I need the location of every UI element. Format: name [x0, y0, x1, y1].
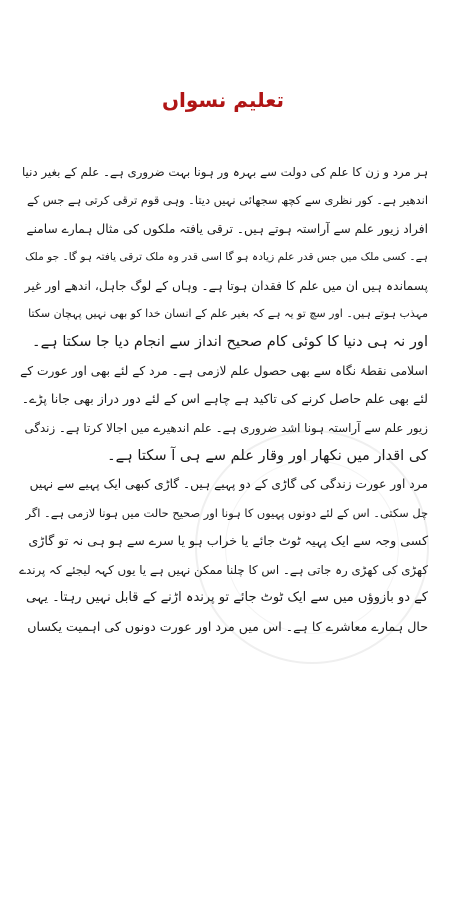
text-line: اور نہ ہی دنیا کا کوئی کام صحیح انداز سے انجام دیا جا سکتا ہے۔ — [32, 333, 428, 351]
text-line: لئے بھی علم حاصل کرنے کی تاکید ہے چاہے اس کے لئے دور دراز بھی جانا پڑے۔ — [21, 391, 428, 407]
text-line: چل سکتی۔ اس کے لئے دونوں پہیوں کا ہونا اور صحیح حالت میں ہونا لازمی ہے۔ اگر — [25, 505, 428, 520]
paragraph-2 — [18, 357, 428, 471]
text-line: کے دو بازوؤں میں سے ایک ٹوٹ جائے تو پرندہ اڑنے کے قابل نہیں رہتا۔ یہی — [25, 590, 428, 606]
text-line: اندھیر ہے۔ کور نظری سے کچھ سجھائی نہیں دیتا۔ وہی قوم ترقی کرتی ہے جس کے — [27, 193, 428, 208]
text-line: ہر مرد و زن کا علم کی دولت سے بہرہ ور ہونا بہت ضروری ہے۔ علم کے بغیر دنیا — [21, 165, 428, 179]
text-line: کھڑی کی کھڑی رہ جاتی ہے۔ اس کا چلنا ممکن نہیں ہے یا یوں کہہ لیجئے کہ پرندے — [19, 562, 428, 577]
text-line: اسلامی نقطۂ نگاہ سے بھی حصول علم لازمی ہے۔ مرد کے لئے بھی اور عورت کے — [20, 363, 428, 378]
text-line: مرد اور عورت زندگی کی گاڑی کے دو پہیے ہیں۔ گاڑی کبھی ایک پہیے سے نہیں — [29, 477, 428, 492]
page-title: تعلیم نسواں — [161, 88, 285, 112]
text-line: افراد زیور علم سے آراستہ ہوتے ہیں۔ ترقی یافتہ ملکوں کی مثال ہمارے سامنے — [26, 221, 428, 236]
text-line: پسماندہ ہیں ان میں علم کا فقدان ہوتا ہے۔ وہاں کے لوگ جاہل، اندھے اور غیر — [24, 278, 428, 293]
text-line: زیور علم سے آراستہ ہونا اشد ضروری ہے۔ علم اندھیرے میں اجالا کرتا ہے۔ زندگی — [24, 420, 428, 435]
text-line: کی اقدار میں نکھار اور وقار علم سے ہی آ سکتا ہے۔ — [107, 447, 428, 465]
paragraph-1 — [18, 158, 428, 357]
text-line: ہے۔ کسی ملک میں جس قدر علم زیادہ ہو گا اسی قدر وہ ملک ترقی یافتہ ہو گا۔ جو ملک — [25, 251, 428, 264]
text-line: حال ہمارے معاشرے کا ہے۔ اس میں مرد اور عورت دونوں کی اہمیت یکساں — [27, 618, 428, 634]
text-line: مہذب ہوتے ہیں۔ اور سچ تو یہ ہے کہ بغیر علم کے انسان خدا کو بھی نہیں پہچان سکتا — [28, 307, 428, 321]
text-line: کسی وجہ سے ایک پہیہ ٹوٹ جائے یا خراب ہو یا سرے سے ہو ہی نہ تو گاڑی — [28, 533, 428, 549]
paragraph-3 — [18, 470, 428, 640]
